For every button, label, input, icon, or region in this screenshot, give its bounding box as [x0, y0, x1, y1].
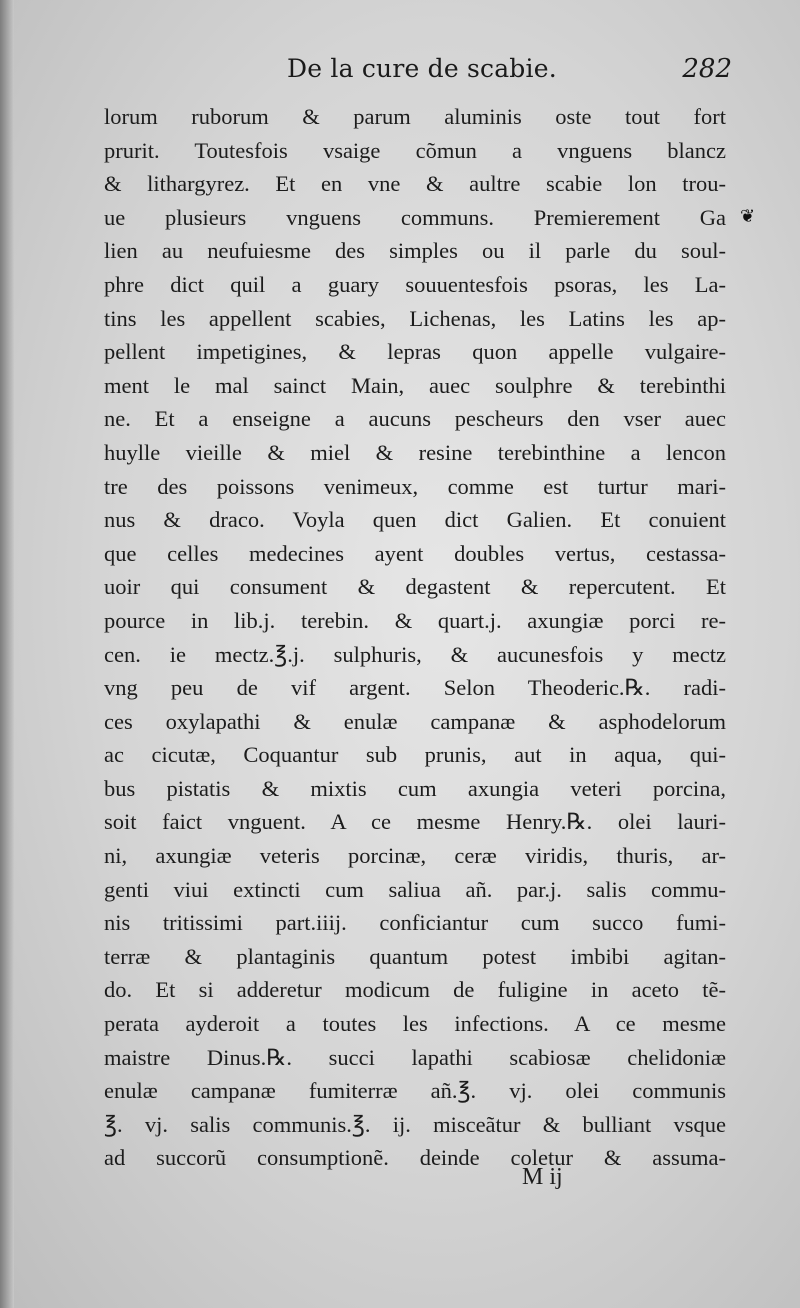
- text-line: genti viui extincti cum saliua añ. par.j. salis commu-: [104, 876, 726, 902]
- text-line: ℥. vj. salis communis.℥. ij. misceãtur & bulliant vsque: [104, 1111, 726, 1137]
- running-head: De la cure de scabie.: [287, 54, 557, 83]
- page-gutter-shadow: [0, 0, 14, 1308]
- text-line: que celles medecines ayent doubles vertus, cestassa-: [104, 540, 726, 566]
- text-line: tins les appellent scabies, Lichenas, les Latins les ap-: [104, 305, 726, 331]
- text-line: do. Et si adderetur modicum de fuligine in aceto tẽ-: [104, 977, 726, 1003]
- text-line: tre des poissons venimeux, comme est turtur mari-: [104, 473, 726, 499]
- text-line: vng peu de vif argent. Selon Theoderic.℞. radi-: [104, 675, 726, 701]
- text-line: ac cicutæ, Coquantur sub prunis, aut in aqua, qui-: [104, 742, 726, 768]
- text-line: perata ayderoit a toutes les infections. A ce mesme: [104, 1011, 726, 1037]
- text-line: & lithargyrez. Et en vne & aultre scabie lon trou-: [104, 171, 726, 197]
- text-line: soit faict vnguent. A ce mesme Henry.℞. olei lauri-: [104, 809, 726, 835]
- text-line: maistre Dinus.℞. succi lapathi scabiosæ chelidoniæ: [104, 1044, 726, 1070]
- text-line: huylle vieille & miel & resine terebinthine a lencon: [104, 439, 726, 465]
- text-line: lorum ruborum & parum aluminis oste tout fort: [104, 104, 726, 129]
- text-line: phre dict quil a guary souuentesfois psoras, les La-: [104, 271, 726, 297]
- text-line: pource in lib.j. terebin. & quart.j. axungiæ porci re-: [104, 607, 726, 633]
- text-line: lien au neufuiesme des simples ou il parle du soul-: [104, 238, 726, 264]
- text-line: pellent impetigines, & lepras quon appelle vulgaire-: [104, 339, 726, 365]
- page-number: 282: [682, 54, 732, 84]
- body-text: [104, 100, 726, 1175]
- text-line: ne. Et a enseigne a aucuns pescheurs den vser auec: [104, 406, 726, 432]
- text-line: nis tritissimi part.iiij. conficiantur cum succo fumi-: [104, 910, 726, 936]
- page-header: [112, 54, 732, 94]
- text-line: prurit. Toutesfois vsaige cõmun a vnguens blancz: [104, 137, 726, 163]
- text-line: ad succorũ consumptionẽ. deinde coletur & assuma-: [104, 1145, 726, 1171]
- signature-mark: M ij: [522, 1164, 563, 1190]
- text-line: ces oxylapathi & enulæ campanæ & asphodelorum: [104, 708, 726, 734]
- text-line: ment le mal sainct Main, auec soulphre & terebinthi: [104, 372, 726, 398]
- marginal-mark: ❦: [740, 206, 756, 227]
- text-line: uoir qui consument & degastent & repercutent. Et: [104, 574, 726, 600]
- text-line: bus pistatis & mixtis cum axungia veteri porcina,: [104, 775, 726, 801]
- text-line: terræ & plantaginis quantum potest imbibi agitan-: [104, 943, 726, 969]
- text-line: ue plusieurs vnguens communs. Premierement Ga: [104, 204, 726, 230]
- text-line: ni, axungiæ veteris porcinæ, ceræ viridis, thuris, ar-: [104, 843, 726, 869]
- text-line: cen. ie mectz.℥.j. sulphuris, & aucunesfois y mectz: [104, 641, 726, 667]
- text-line: nus & draco. Voyla quen dict Galien. Et conuient: [104, 507, 726, 533]
- text-line: enulæ campanæ fumiterræ añ.℥. vj. olei communis: [104, 1078, 726, 1104]
